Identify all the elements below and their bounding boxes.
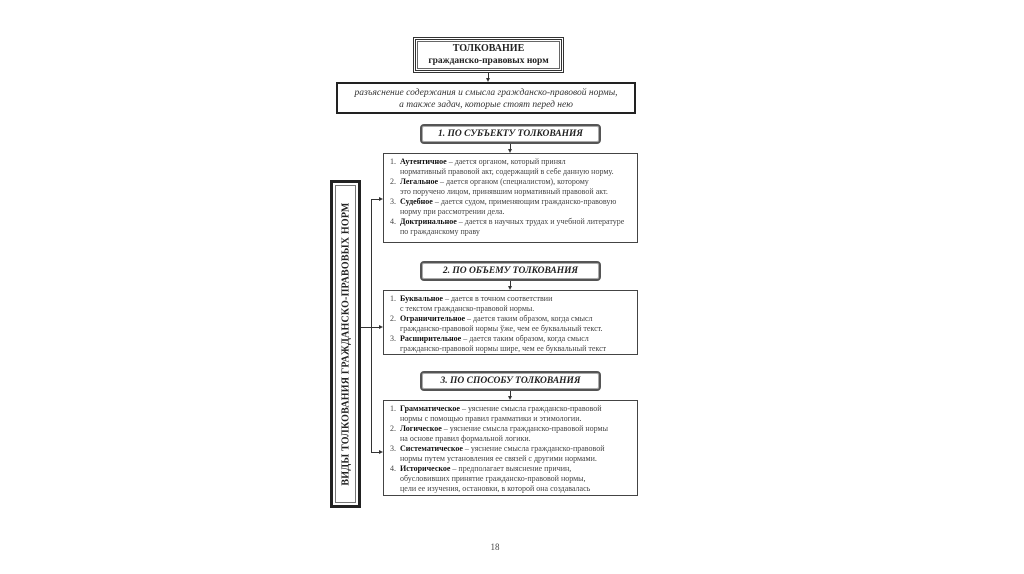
list-item [390,444,631,464]
list-item [390,157,631,177]
list-item [390,424,631,444]
item-number: 3. [390,197,396,206]
item-text-cont: норму при рассмотрении дела. [400,207,505,216]
item-term: Аутентичное [400,157,447,166]
item-term: Судебное [400,197,433,206]
item-text: – уяснение смысла гражданско-правовой нормы [441,424,608,433]
item-text-cont: с текстом гражданско-правовой нормы. [400,304,535,313]
item-term: Систематическое [400,444,463,453]
item-term: Доктринальное [400,217,457,226]
item-text-cont: по гражданскому праву [400,227,480,236]
connector [371,199,372,452]
item-term: Грамматическое [400,404,460,413]
section-content-method [383,400,638,496]
item-term: Расширительное [400,334,462,343]
connector [361,327,371,328]
title-line-2: гражданско-правовых норм [428,56,549,66]
item-text: – дается органом, который принял [446,157,566,166]
item-text: – дается в научных трудах и учебной литературе [456,217,625,226]
connector [371,452,379,453]
item-number: 4. [390,464,396,473]
section-content-subject [383,153,638,243]
item-number: 3. [390,334,396,343]
item-text-cont: цели ее изучения, остановки, в которой она создавалась [400,484,591,493]
item-number: 2. [390,177,396,186]
side-label: ВИДЫ ТОЛКОВАНИЯ ГРАЖДАНСКО-ПРАВОВЫХ НОРМ [340,202,351,486]
list-item [390,464,631,494]
title-box [413,37,564,73]
list-item [390,314,631,334]
section-heading-subject: 1. ПО СУБЪЕКТУ ТОЛКОВАНИЯ [420,124,601,144]
definition-line-2: а также задач, которые стоят перед нею [399,100,573,110]
item-term: Историческое [400,464,451,473]
item-text: – дается органом (специалистом), которому [438,177,589,186]
page-number: 18 [490,542,500,552]
item-text-cont: гражданско-правовой нормы шире, чем ее буквальный текст [400,344,607,353]
item-number: 2. [390,424,396,433]
definition-box [336,82,636,114]
item-text-cont: нормативный правовой акт, содержащий в себе данную норму. [400,167,614,176]
item-term: Буквальное [400,294,443,303]
item-number: 1. [390,157,396,166]
list-item [390,177,631,197]
item-term: Логическое [400,424,442,433]
item-text-cont: гражданско-правовой нормы ўже, чем ее буквальный текст. [400,324,603,333]
item-text: – дается судом, применяющим гражданско-правовую [432,197,617,206]
item-term: Легальное [400,177,439,186]
item-number: 2. [390,314,396,323]
item-text: – дается таким образом, когда смысл [465,314,593,323]
connector [371,327,379,328]
item-text-cont: обусловивших принятие гражданско-правовой нормы, [400,474,586,483]
section-content-scope [383,290,638,355]
item-text: – предполагает выяснение причин, [450,464,572,473]
title-line-1: ТОЛКОВАНИЕ [452,43,525,54]
list-item [390,217,631,237]
item-text-cont: это поручено лицом, принявшим нормативный правовой акт. [400,187,608,196]
list-item [390,334,631,354]
item-text: – дается таким образом, когда смысл [461,334,589,343]
list-item [390,404,631,424]
item-number: 3. [390,444,396,453]
item-text: – уяснение смысла гражданско-правовой [462,444,605,453]
item-term: Ограничительное [400,314,466,323]
list-item [390,294,631,314]
item-number: 1. [390,294,396,303]
list-item [390,197,631,217]
item-text-cont: нормы путем установления ее связей с другими нормами. [400,454,597,463]
section-heading-method: 3. ПО СПОСОБУ ТОЛКОВАНИЯ [420,371,601,391]
item-text: – дается в точном соответствии [442,294,553,303]
connector [371,199,379,200]
item-text: – уяснение смысла гражданско-правовой [459,404,602,413]
item-number: 1. [390,404,396,413]
section-heading-scope: 2. ПО ОБЪЕМУ ТОЛКОВАНИЯ [420,261,601,281]
side-label-box [330,180,361,508]
item-text-cont: нормы с помощью правил грамматики и этимологии. [400,414,582,423]
item-text-cont: на основе правил формальной логики. [400,434,531,443]
definition-line-1: разъяснение содержания и смысла гражданско-правовой нормы, [354,88,618,98]
item-number: 4. [390,217,396,226]
